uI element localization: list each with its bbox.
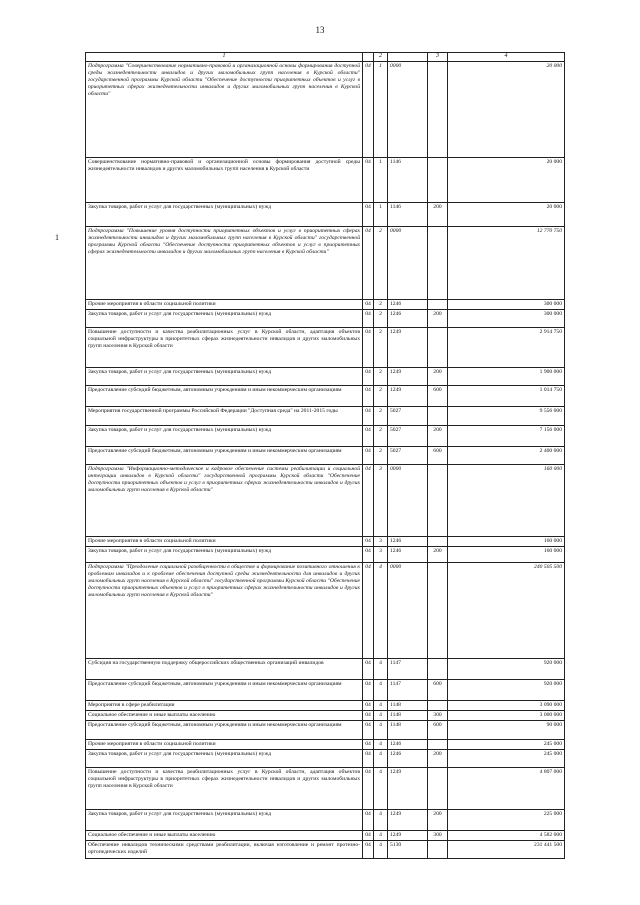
row-subsection-cell: 2	[374, 300, 388, 310]
row-subsection-cell: 4	[374, 740, 388, 750]
row-name-cell: Обеспечение инвалидов техническими средствами реабилитации, включая изготовление и ремонт протезно-ортопедических изделий	[86, 841, 363, 859]
row-expense-type-cell	[428, 841, 448, 859]
row-subsection-cell: 4	[374, 659, 388, 680]
row-section-cell: 04	[363, 537, 374, 547]
row-expense-type-cell	[428, 659, 448, 680]
row-expense-type-cell: 600	[428, 447, 448, 465]
row-subsection-cell: 1	[374, 158, 388, 203]
row-amount-cell: 1 014 750	[448, 386, 565, 407]
row-section-cell: 04	[363, 701, 374, 711]
row-target-code-cell: 0000	[388, 227, 428, 300]
row-target-code-cell: 1246	[388, 750, 428, 768]
row-target-code-cell: 1146	[388, 158, 428, 203]
row-subsection-cell: 4	[374, 831, 388, 841]
table-row	[86, 721, 565, 740]
row-expense-type-cell: 200	[428, 310, 448, 328]
row-target-code-cell: 1146	[388, 203, 428, 227]
row-expense-type-cell	[428, 701, 448, 711]
row-section-cell: 04	[363, 721, 374, 740]
row-name-cell: Социальное обеспечение и иные выплаты населению	[86, 711, 363, 721]
row-name-cell: Прочие мероприятия в области социальной политики	[86, 300, 363, 310]
table-row	[86, 227, 565, 300]
table-row	[86, 740, 565, 750]
row-amount-cell: 4 582 000	[448, 831, 565, 841]
row-subsection-cell: 2	[374, 447, 388, 465]
row-target-code-cell: 1246	[388, 300, 428, 310]
row-section-cell: 04	[363, 62, 374, 158]
row-name-cell: Мероприятия государственной программы Российской Федерации "Доступная среда" на 2011-2015 годы	[86, 407, 363, 426]
table-row	[86, 310, 565, 328]
row-name-cell: Закупка товаров, работ и услуг для государственных (муниципальных) нужд	[86, 547, 363, 563]
table-row	[86, 368, 565, 386]
row-name-cell: Субсидия на государственную поддержку общероссийских общественных организаций инвалидов	[86, 659, 363, 680]
row-name-cell: Совершенствование нормативно-правовой и организационной основы формирования доступной среды жизнедеятельности инвалидов и других маломобильных групп населения в Курской области	[86, 158, 363, 203]
table-row	[86, 62, 565, 158]
table-header-row	[86, 53, 565, 62]
row-subsection-cell: 2	[374, 426, 388, 447]
row-amount-cell: 225 000	[448, 810, 565, 831]
row-amount-cell: 9 556 000	[448, 407, 565, 426]
row-target-code-cell: 1249	[388, 810, 428, 831]
row-target-code-cell: 0000	[388, 465, 428, 537]
row-expense-type-cell: 600	[428, 721, 448, 740]
row-target-code-cell: 1246	[388, 740, 428, 750]
row-name-cell: Мероприятия в сфере реабилитации	[86, 701, 363, 711]
row-section-cell: 04	[363, 841, 374, 859]
page-number: 13	[315, 25, 325, 35]
table-row	[86, 537, 565, 547]
row-name-cell: Предоставление субсидий бюджетным, автономным учреждениям и иным некоммерческим организациям	[86, 386, 363, 407]
row-subsection-cell: 1	[374, 203, 388, 227]
row-name-cell: Закупка товаров, работ и услуг для государственных (муниципальных) нужд	[86, 203, 363, 227]
header-r1-col	[363, 53, 374, 62]
row-expense-type-cell: 300	[428, 711, 448, 721]
row-subsection-cell: 2	[374, 227, 388, 300]
row-subsection-cell: 3	[374, 537, 388, 547]
table-row	[86, 158, 565, 203]
row-target-code-cell: 1249	[388, 386, 428, 407]
row-name-cell: Подпрограмма "Преодоление социальной разобщенности в обществе и формирование позитивного отношения к проблемам инвалидов и к проблеме обеспечения доступной среды жизнедеятельности для инвалидов и других маломобильных групп населения в Курской области" государственной программы Курской области "Обеспечение доступности приоритетных объектов и услуг в приоритетных сферах жизнедеятельности инвалидов и других маломобильных групп населения в Курской области"	[86, 563, 363, 659]
row-target-code-cell: 1246	[388, 537, 428, 547]
row-target-code-cell: 1249	[388, 328, 428, 368]
row-amount-cell: 231 441 500	[448, 841, 565, 859]
row-name-cell: Прочие мероприятия в области социальной политики	[86, 537, 363, 547]
row-subsection-cell: 4	[374, 810, 388, 831]
row-section-cell: 04	[363, 711, 374, 721]
row-expense-type-cell: 200	[428, 810, 448, 831]
row-target-code-cell: 1148	[388, 711, 428, 721]
row-subsection-cell: 2	[374, 368, 388, 386]
row-target-code-cell: 1249	[388, 768, 428, 810]
row-section-cell: 04	[363, 426, 374, 447]
row-subsection-cell: 4	[374, 701, 388, 711]
row-expense-type-cell	[428, 563, 448, 659]
row-expense-type-cell	[428, 740, 448, 750]
row-subsection-cell: 3	[374, 465, 388, 537]
row-expense-type-cell	[428, 465, 448, 537]
row-subsection-cell: 3	[374, 547, 388, 563]
row-section-cell: 04	[363, 447, 374, 465]
header-vr-col: 3	[428, 53, 448, 62]
row-section-cell: 04	[363, 227, 374, 300]
header-code-col	[388, 53, 428, 62]
row-section-cell: 04	[363, 407, 374, 426]
row-section-cell: 04	[363, 768, 374, 810]
row-target-code-cell: 5027	[388, 447, 428, 465]
row-name-cell: Закупка товаров, работ и услуг для государственных (муниципальных) нужд	[86, 426, 363, 447]
table-row	[86, 810, 565, 831]
row-amount-cell: 920 000	[448, 680, 565, 701]
table-row	[86, 547, 565, 563]
row-target-code-cell: 0000	[388, 62, 428, 158]
row-amount-cell: 3 000 000	[448, 711, 565, 721]
row-amount-cell: 160 000	[448, 465, 565, 537]
table-row	[86, 680, 565, 701]
row-name-cell: Закупка товаров, работ и услуг для государственных (муниципальных) нужд	[86, 750, 363, 768]
row-amount-cell: 90 000	[448, 721, 565, 740]
row-name-cell: Подпрограмма "Повышение уровня доступности приоритетных объектов и услуг в приоритетных сферах жизнедеятельности инвалидов и других маломобильных групп населения в Курской области" государственной программы Курской области "Обеспечение доступности приоритетных объектов и услуг в приоритетных сферах жизнедеятельности инвалидов и других маломобильных групп населения в Курской области"	[86, 227, 363, 300]
row-section-cell: 04	[363, 740, 374, 750]
row-amount-cell: 300 000	[448, 300, 565, 310]
row-subsection-cell: 4	[374, 721, 388, 740]
row-section-cell: 04	[363, 368, 374, 386]
table-row	[86, 300, 565, 310]
table-row	[86, 701, 565, 711]
row-name-cell: Закупка товаров, работ и услуг для государственных (муниципальных) нужд	[86, 310, 363, 328]
row-expense-type-cell: 200	[428, 203, 448, 227]
row-target-code-cell: 1147	[388, 659, 428, 680]
row-subsection-cell: 2	[374, 407, 388, 426]
row-subsection-cell: 2	[374, 328, 388, 368]
row-name-cell: Подпрограмма "Совершенствование нормативно-правовой и организационной основы формирования доступной среды жизнедеятельности инвалидов и других маломобильных групп населения в Курской области" государственной программы Курской области "Обеспечение доступности приоритетных объектов и услуг в приоритетных сферах жизнедеятельности инвалидов и других маломобильных групп населения в Курской области"	[86, 62, 363, 158]
row-amount-cell: 300 000	[448, 310, 565, 328]
table-row	[86, 659, 565, 680]
row-expense-type-cell	[428, 768, 448, 810]
row-name-cell: Социальное обеспечение и иные выплаты населению	[86, 831, 363, 841]
table-row	[86, 831, 565, 841]
table-row	[86, 465, 565, 537]
row-section-cell: 04	[363, 203, 374, 227]
header-name-col: 1	[86, 53, 363, 62]
row-section-cell: 04	[363, 158, 374, 203]
row-name-cell: Закупка товаров, работ и услуг для государственных (муниципальных) нужд	[86, 810, 363, 831]
row-section-cell: 04	[363, 750, 374, 768]
row-subsection-cell: 4	[374, 680, 388, 701]
table-row	[86, 711, 565, 721]
row-expense-type-cell	[428, 62, 448, 158]
table-row	[86, 328, 565, 368]
row-subsection-cell: 4	[374, 841, 388, 859]
table-row	[86, 386, 565, 407]
row-amount-cell: 7 156 000	[448, 426, 565, 447]
row-expense-type-cell: 200	[428, 426, 448, 447]
row-expense-type-cell: 200	[428, 368, 448, 386]
row-name-cell: Предоставление субсидий бюджетным, автономным учреждениям и иным некоммерческим организациям	[86, 447, 363, 465]
row-subsection-cell: 1	[374, 62, 388, 158]
row-expense-type-cell: 300	[428, 831, 448, 841]
row-amount-cell: 20 000	[448, 158, 565, 203]
row-section-cell: 04	[363, 810, 374, 831]
table-row	[86, 203, 565, 227]
row-amount-cell: 245 000	[448, 750, 565, 768]
row-target-code-cell: 1147	[388, 680, 428, 701]
row-name-cell: Предоставление субсидий бюджетным, автономным учреждениям и иным некоммерческим организациям	[86, 721, 363, 740]
header-sum-col: 4	[448, 53, 565, 62]
row-expense-type-cell	[428, 328, 448, 368]
row-amount-cell: 245 000	[448, 740, 565, 750]
row-name-cell: Подпрограмма "Информационно-методическое и кадровое обеспечение системы реабилитации и социальной интеграции инвалидов в Курской области" государственной программы Курской области "Обеспечение доступности приоритетных объектов и услуг в приоритетных сферах жизнедеятельности инвалидов и других маломобильных групп населения в Курской области"	[86, 465, 363, 537]
row-target-code-cell: 5130	[388, 841, 428, 859]
row-amount-cell: 920 000	[448, 659, 565, 680]
table-row	[86, 563, 565, 659]
row-expense-type-cell	[428, 158, 448, 203]
row-subsection-cell: 2	[374, 310, 388, 328]
row-expense-type-cell: 600	[428, 386, 448, 407]
table-row	[86, 768, 565, 810]
row-name-cell: Прочие мероприятия в области социальной политики	[86, 740, 363, 750]
row-section-cell: 04	[363, 300, 374, 310]
budget-table	[85, 52, 565, 859]
row-target-code-cell: 1249	[388, 368, 428, 386]
row-expense-type-cell	[428, 300, 448, 310]
row-subsection-cell: 4	[374, 563, 388, 659]
row-target-code-cell: 5027	[388, 426, 428, 447]
table-row	[86, 750, 565, 768]
row-section-cell: 04	[363, 659, 374, 680]
row-amount-cell: 20 000	[448, 203, 565, 227]
row-target-code-cell: 0000	[388, 563, 428, 659]
table-body	[86, 62, 565, 859]
table-row	[86, 426, 565, 447]
row-amount-cell: 4 807 000	[448, 768, 565, 810]
row-amount-cell: 12 770 750	[448, 227, 565, 300]
row-section-cell: 04	[363, 386, 374, 407]
row-target-code-cell: 1148	[388, 701, 428, 711]
margin-mark: 1	[55, 233, 59, 242]
row-amount-cell: 240 505 500	[448, 563, 565, 659]
row-name-cell: Закупка товаров, работ и услуг для государственных (муниципальных) нужд	[86, 368, 363, 386]
row-amount-cell: 20 000	[448, 62, 565, 158]
row-target-code-cell: 1246	[388, 310, 428, 328]
row-amount-cell: 2 400 000	[448, 447, 565, 465]
row-subsection-cell: 2	[374, 386, 388, 407]
row-expense-type-cell: 600	[428, 680, 448, 701]
row-target-code-cell: 1246	[388, 547, 428, 563]
row-subsection-cell: 4	[374, 768, 388, 810]
row-target-code-cell: 5027	[388, 407, 428, 426]
row-expense-type-cell	[428, 537, 448, 547]
table-row	[86, 407, 565, 426]
row-amount-cell: 1 900 000	[448, 368, 565, 386]
row-subsection-cell: 4	[374, 711, 388, 721]
row-section-cell: 04	[363, 328, 374, 368]
row-expense-type-cell: 200	[428, 547, 448, 563]
row-section-cell: 04	[363, 563, 374, 659]
row-target-code-cell: 1249	[388, 831, 428, 841]
header-r2-col: 2	[374, 53, 388, 62]
row-section-cell: 04	[363, 547, 374, 563]
row-section-cell: 04	[363, 831, 374, 841]
row-subsection-cell: 4	[374, 750, 388, 768]
row-amount-cell: 160 000	[448, 547, 565, 563]
row-expense-type-cell	[428, 407, 448, 426]
row-expense-type-cell	[428, 227, 448, 300]
table-row	[86, 447, 565, 465]
row-expense-type-cell: 200	[428, 750, 448, 768]
row-name-cell: Повышение доступности и качества реабилитационных услуг в Курской области, адаптация объектов социальной инфраструктуры в приоритетных сферах жизнедеятельности инвалидов и других маломобильных групп населения в Курской области	[86, 328, 363, 368]
table-row	[86, 841, 565, 859]
row-amount-cell: 3 090 000	[448, 701, 565, 711]
row-name-cell: Предоставление субсидий бюджетным, автономным учреждениям и иным некоммерческим организациям	[86, 680, 363, 701]
row-amount-cell: 160 000	[448, 537, 565, 547]
row-amount-cell: 2 914 750	[448, 328, 565, 368]
row-name-cell: Повышение доступности и качества реабилитационных услуг в Курской области, адаптация объектов социальной инфраструктуры в приоритетных сферах жизнедеятельности инвалидов и других маломобильных групп населения в Курской области	[86, 768, 363, 810]
row-target-code-cell: 1148	[388, 721, 428, 740]
row-section-cell: 04	[363, 680, 374, 701]
row-section-cell: 04	[363, 465, 374, 537]
row-section-cell: 04	[363, 310, 374, 328]
